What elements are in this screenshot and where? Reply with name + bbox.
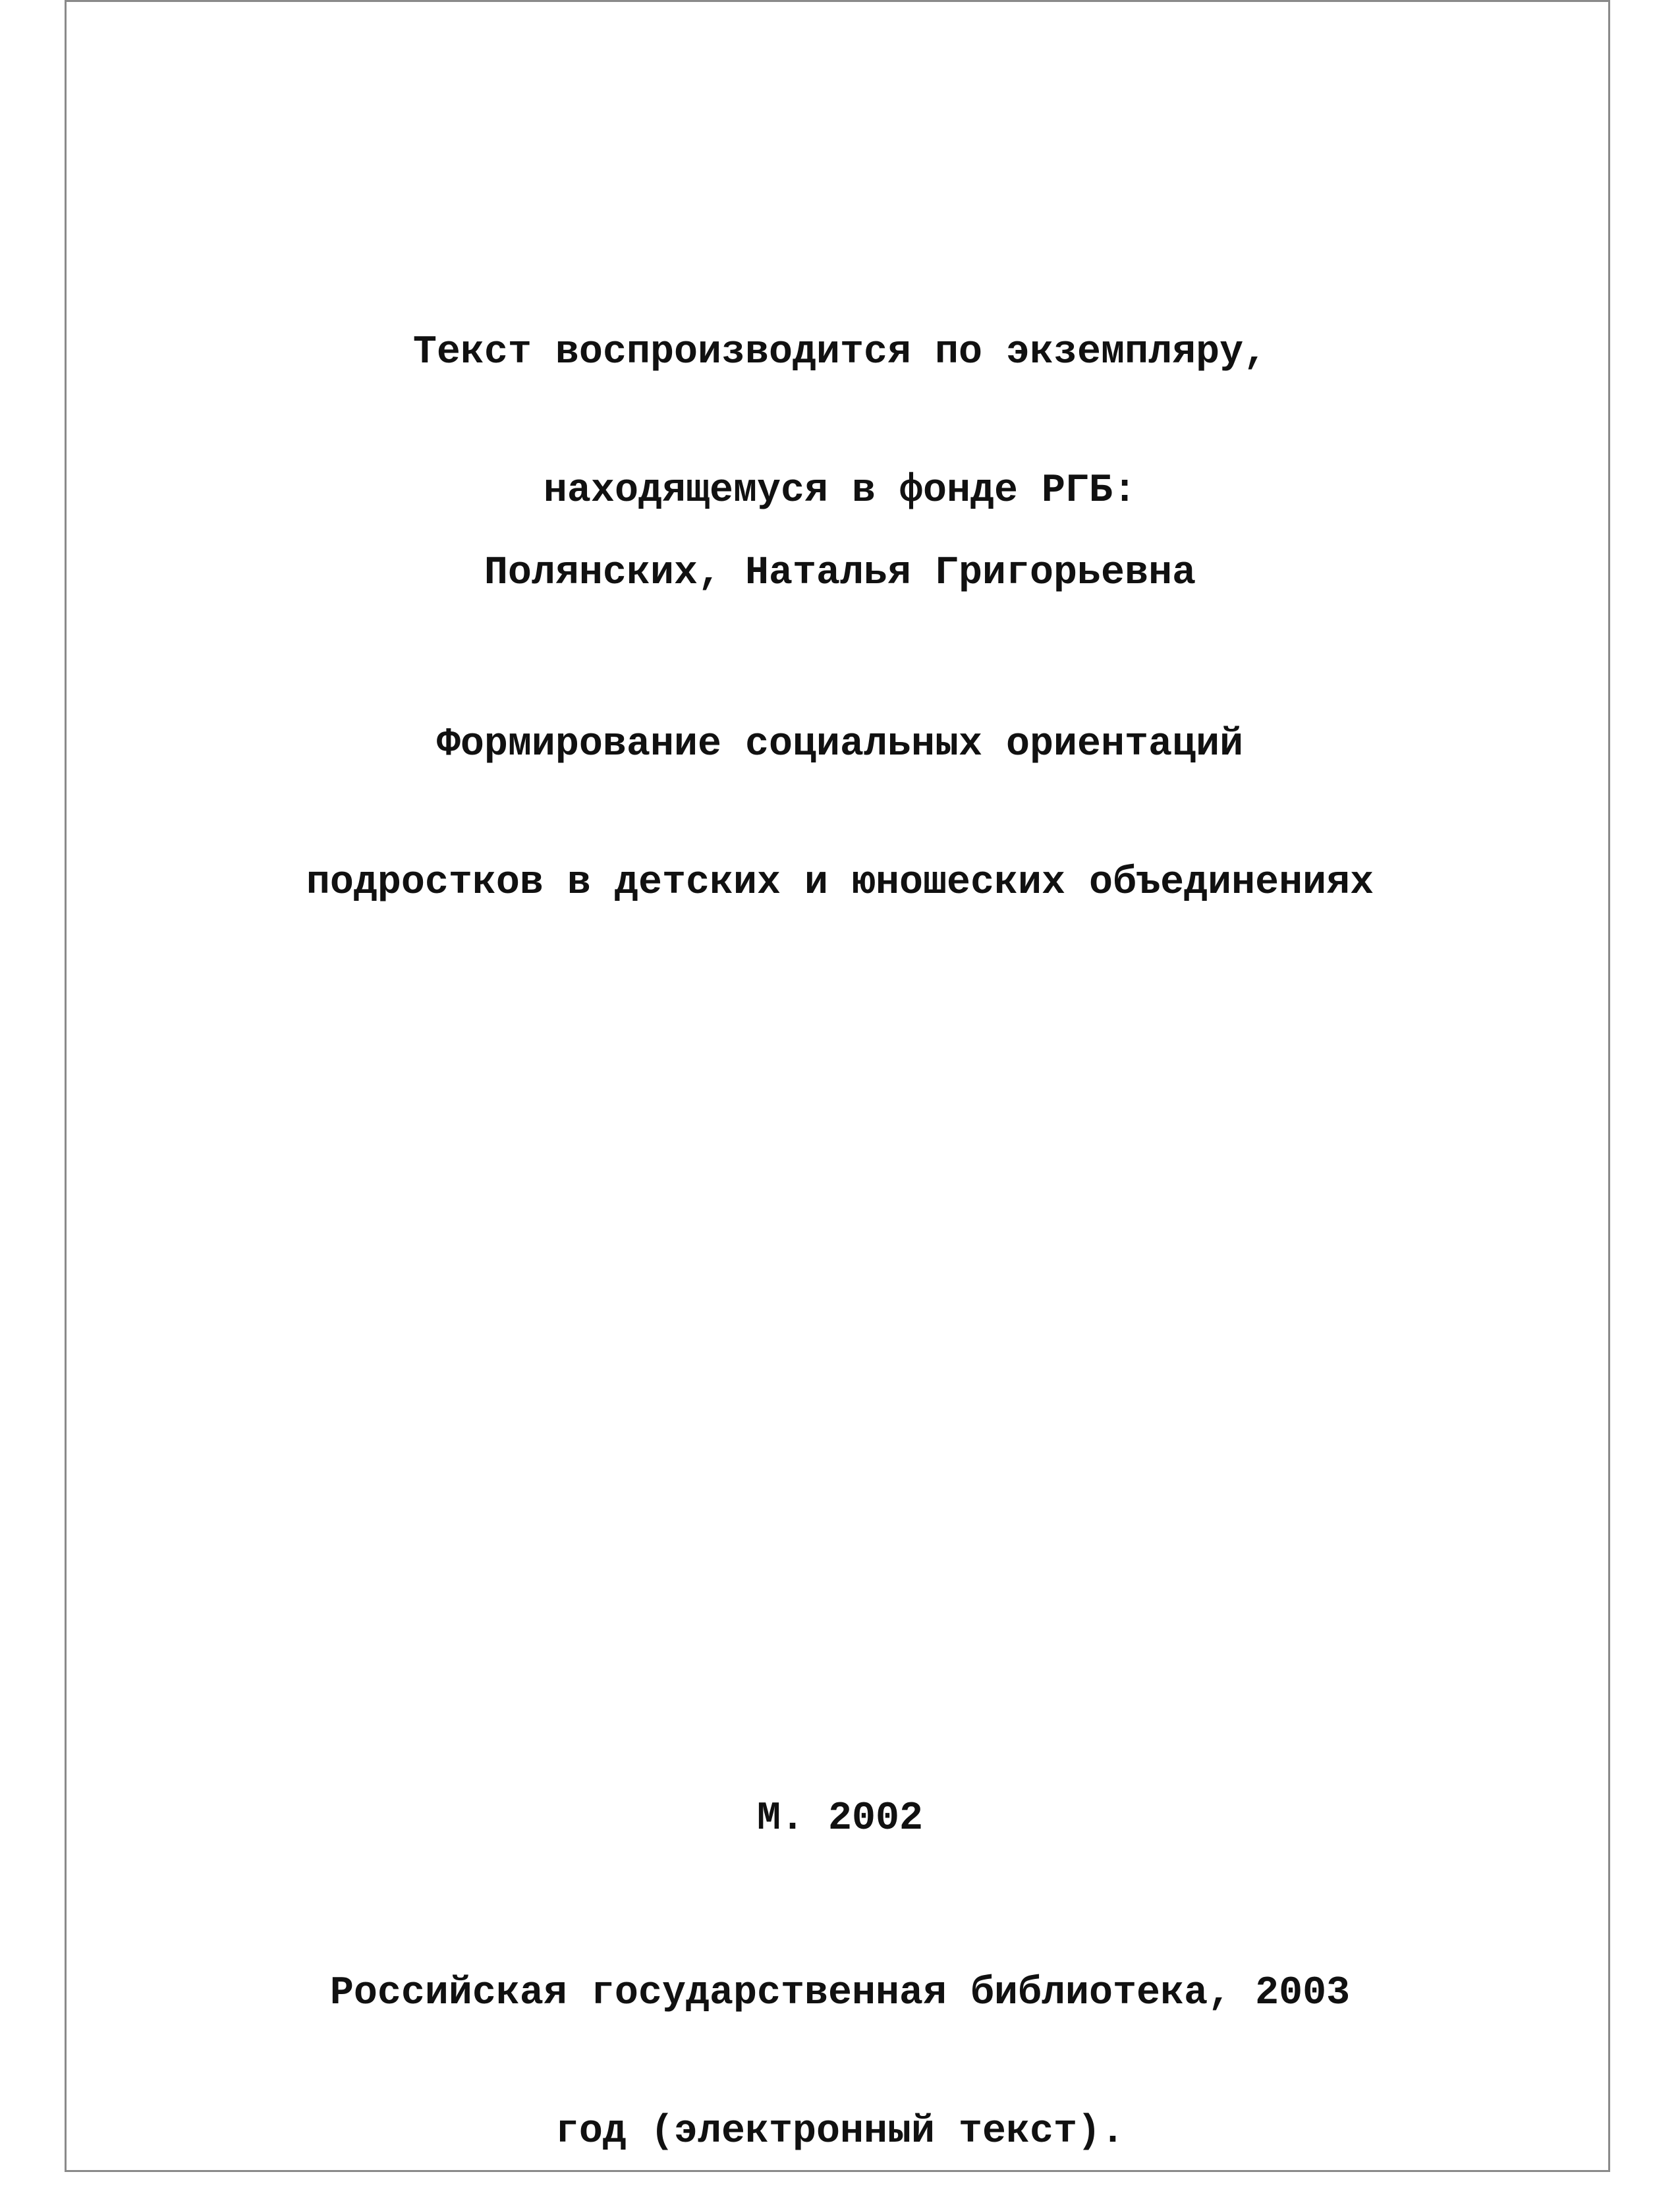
document-title — [0, 629, 1680, 952]
footer-line-2: год (электронный текст). — [555, 2109, 1125, 2154]
notice-line-2: находящемуся в фонде РГБ: — [543, 469, 1137, 513]
library-footer — [0, 1878, 1680, 2201]
footer-line-1: Российская государственная библиотека, 2003 — [329, 1971, 1351, 2016]
notice-line-1: Текст воспроизводится по экземпляру, — [412, 330, 1268, 375]
title-line-1: Формирование социальных ориентаций — [436, 722, 1244, 767]
place-year-line: М. 2002 — [756, 1796, 924, 1841]
place-and-year — [0, 1703, 1680, 1888]
author-name — [0, 458, 1680, 643]
title-line-2: подростков в детских и юношеских объединениях — [306, 861, 1374, 905]
author-line: Полянских, Наталья Григорьевна — [484, 551, 1196, 596]
